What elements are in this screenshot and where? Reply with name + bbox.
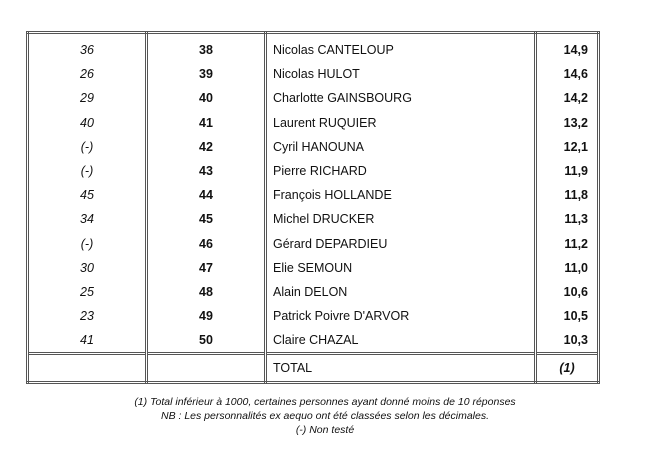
personality-name-cell: Gérard DEPARDIEU	[266, 232, 536, 256]
footnotes	[0, 395, 650, 437]
previous-rank-cell: (-)	[28, 159, 147, 183]
total-rank-cell	[147, 354, 266, 383]
score-cell: 11,9	[536, 159, 599, 183]
previous-rank-cell: 23	[28, 304, 147, 328]
previous-rank-cell: 30	[28, 256, 147, 280]
previous-rank-cell: 29	[28, 86, 147, 110]
previous-rank-cell: 25	[28, 280, 147, 304]
personality-name-cell: Elie SEMOUN	[266, 256, 536, 280]
footnote-tie-note: NB : Les personnalités ex aequo ont été classées selon les décimales.	[160, 410, 490, 422]
rank-cell: 47	[147, 256, 266, 280]
score-cell: 12,1	[536, 135, 599, 159]
total-label-cell: TOTAL	[266, 354, 536, 383]
rank-cell: 50	[147, 328, 266, 354]
personality-name-cell: Laurent RUQUIER	[266, 111, 536, 135]
score-cell: 14,9	[536, 38, 599, 62]
table-row	[28, 38, 599, 62]
previous-rank-cell: 26	[28, 62, 147, 86]
footnote-not-tested: (-) Non testé	[295, 424, 355, 436]
personality-name-cell: Claire CHAZAL	[266, 328, 536, 354]
score-cell: 11,3	[536, 207, 599, 231]
table-row	[28, 328, 599, 354]
previous-rank-cell: 40	[28, 111, 147, 135]
total-previous-cell	[28, 354, 147, 383]
score-cell: 13,2	[536, 111, 599, 135]
previous-rank-cell: 45	[28, 183, 147, 207]
rank-cell: 40	[147, 86, 266, 110]
table-row	[28, 207, 599, 231]
personality-name-cell: Pierre RICHARD	[266, 159, 536, 183]
personality-name-cell: Patrick Poivre D'ARVOR	[266, 304, 536, 328]
rank-cell: 45	[147, 207, 266, 231]
table-row	[28, 232, 599, 256]
personality-name-cell: Alain DELON	[266, 280, 536, 304]
personality-name-cell: François HOLLANDE	[266, 183, 536, 207]
total-value-cell: (1)	[536, 354, 599, 383]
score-cell: 10,6	[536, 280, 599, 304]
score-cell: 11,0	[536, 256, 599, 280]
personality-name-cell: Michel DRUCKER	[266, 207, 536, 231]
table-row	[28, 183, 599, 207]
rank-cell: 43	[147, 159, 266, 183]
table-row	[28, 86, 599, 110]
score-cell: 11,8	[536, 183, 599, 207]
rank-cell: 38	[147, 38, 266, 62]
rank-cell: 49	[147, 304, 266, 328]
score-cell: 14,6	[536, 62, 599, 86]
rank-cell: 48	[147, 280, 266, 304]
table-row	[28, 304, 599, 328]
rank-cell: 42	[147, 135, 266, 159]
previous-rank-cell: (-)	[28, 232, 147, 256]
ranking-table-body	[28, 33, 599, 383]
score-cell: 14,2	[536, 86, 599, 110]
table-row	[28, 111, 599, 135]
rank-cell: 41	[147, 111, 266, 135]
previous-rank-cell: 34	[28, 207, 147, 231]
table-row	[28, 256, 599, 280]
footnote-total-note: (1) Total inférieur à 1000, certaines personnes ayant donné moins de 10 réponses	[134, 396, 516, 408]
ranking-table	[26, 31, 600, 384]
previous-rank-cell: 36	[28, 38, 147, 62]
rank-cell: 39	[147, 62, 266, 86]
personality-name-cell: Nicolas CANTELOUP	[266, 38, 536, 62]
table-row	[28, 62, 599, 86]
personality-name-cell: Cyril HANOUNA	[266, 135, 536, 159]
score-cell: 10,3	[536, 328, 599, 354]
score-cell: 10,5	[536, 304, 599, 328]
previous-rank-cell: 41	[28, 328, 147, 354]
rank-cell: 46	[147, 232, 266, 256]
rank-cell: 44	[147, 183, 266, 207]
table-row	[28, 159, 599, 183]
personality-name-cell: Charlotte GAINSBOURG	[266, 86, 536, 110]
total-row	[28, 354, 599, 383]
table-row	[28, 280, 599, 304]
personality-name-cell: Nicolas HULOT	[266, 62, 536, 86]
score-cell: 11,2	[536, 232, 599, 256]
previous-rank-cell: (-)	[28, 135, 147, 159]
table-row	[28, 135, 599, 159]
